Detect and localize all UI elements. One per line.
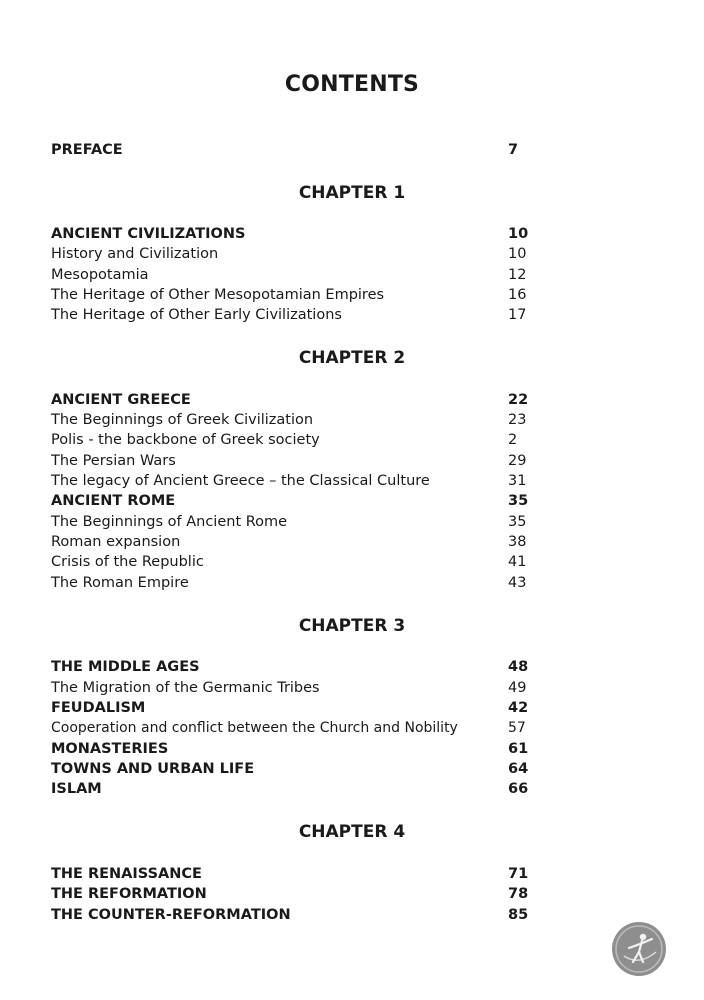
toc-entry xyxy=(51,573,531,593)
toc-entry xyxy=(51,265,531,285)
toc-entry xyxy=(51,864,531,884)
toc-entry xyxy=(51,471,531,491)
toc-entry xyxy=(51,759,531,779)
entry-title: The Roman Empire xyxy=(51,575,189,591)
entry-page: 16 xyxy=(508,287,527,303)
entry-title: PREFACE xyxy=(51,142,123,158)
entry-page: 17 xyxy=(508,307,527,323)
toc-entry xyxy=(51,905,531,925)
entry-title: ANCIENT GREECE xyxy=(51,392,191,408)
entry-page: 2 xyxy=(508,432,518,448)
chapter-heading: CHAPTER 2 xyxy=(298,348,406,368)
entry-page: 38 xyxy=(508,534,527,550)
entry-title: ANCIENT ROME xyxy=(51,493,176,509)
entry-page: 42 xyxy=(508,700,529,716)
entry-page: 78 xyxy=(508,886,529,902)
entry-title: FEUDALISM xyxy=(51,700,146,716)
toc-entry xyxy=(51,390,531,410)
entry-page: 29 xyxy=(508,453,527,469)
entry-title: The Persian Wars xyxy=(51,453,176,469)
chapter-heading: CHAPTER 4 xyxy=(298,822,406,842)
toc-entry xyxy=(51,779,531,799)
entry-title: THE MIDDLE AGES xyxy=(51,659,200,675)
toc-entry xyxy=(51,244,531,264)
entry-title: The legacy of Ancient Greece – the Classical Culture xyxy=(51,473,430,489)
entry-title: The Heritage of Other Mesopotamian Empires xyxy=(51,287,385,303)
entry-page: 22 xyxy=(508,392,529,408)
chapter-heading: CHAPTER 1 xyxy=(298,183,406,203)
toc-entry xyxy=(51,739,531,759)
entry-page: 57 xyxy=(508,720,526,736)
entry-title: Cooperation and conflict between the Church and Nobility xyxy=(51,720,458,736)
entry-title: THE COUNTER-REFORMATION xyxy=(51,907,291,923)
entry-page: 66 xyxy=(508,781,529,797)
toc-entry xyxy=(51,718,531,738)
chapter-heading: CHAPTER 3 xyxy=(298,616,406,636)
entry-page: 31 xyxy=(508,473,527,489)
entry-title: History and Civilization xyxy=(51,246,219,262)
entry-title: THE RENAISSANCE xyxy=(51,866,202,882)
entry-page: 71 xyxy=(508,866,529,882)
entry-page: 49 xyxy=(508,680,527,696)
human-figure-emblem-icon xyxy=(612,922,666,976)
entry-title: Roman expansion xyxy=(51,534,181,550)
entry-page: 41 xyxy=(508,554,527,570)
entry-title: The Beginnings of Greek Civilization xyxy=(51,412,314,428)
toc-entry xyxy=(51,451,531,471)
toc-entry xyxy=(51,491,531,511)
entry-title: Polis - the backbone of Greek society xyxy=(51,432,320,448)
entry-page: 23 xyxy=(508,412,527,428)
toc-entry xyxy=(51,678,531,698)
toc-entry-preface xyxy=(51,140,531,160)
entry-title: The Migration of the Germanic Tribes xyxy=(51,680,320,696)
entry-title: The Beginnings of Ancient Rome xyxy=(51,514,288,530)
entry-page: 35 xyxy=(508,514,527,530)
entry-title: The Heritage of Other Early Civilizations xyxy=(51,307,342,323)
entry-title: MONASTERIES xyxy=(51,741,169,757)
entry-title: TOWNS AND URBAN LIFE xyxy=(51,761,255,777)
page-title: CONTENTS xyxy=(284,72,420,97)
toc-entry xyxy=(51,305,531,325)
entry-page: 43 xyxy=(508,575,527,591)
entry-page: 35 xyxy=(508,493,529,509)
entry-title: THE REFORMATION xyxy=(51,886,207,902)
entry-page: 7 xyxy=(508,142,519,158)
toc-entry xyxy=(51,224,531,244)
toc-entry xyxy=(51,430,531,450)
entry-title: Crisis of the Republic xyxy=(51,554,204,570)
entry-page: 12 xyxy=(508,267,527,283)
entry-title: ANCIENT CIVILIZATIONS xyxy=(51,226,246,242)
toc-entry xyxy=(51,410,531,430)
toc-entry xyxy=(51,657,531,677)
toc-entry xyxy=(51,285,531,305)
entry-page: 10 xyxy=(508,226,529,242)
toc-entry xyxy=(51,512,531,532)
toc-entry xyxy=(51,552,531,572)
entry-page: 61 xyxy=(508,741,529,757)
toc-entry xyxy=(51,532,531,552)
toc-entry xyxy=(51,884,531,904)
entry-page: 48 xyxy=(508,659,529,675)
entry-page: 10 xyxy=(508,246,527,262)
entry-title: ISLAM xyxy=(51,781,102,797)
entry-title: Mesopotamia xyxy=(51,267,149,283)
toc-entry xyxy=(51,698,531,718)
entry-page: 85 xyxy=(508,907,529,923)
entry-page: 64 xyxy=(508,761,529,777)
